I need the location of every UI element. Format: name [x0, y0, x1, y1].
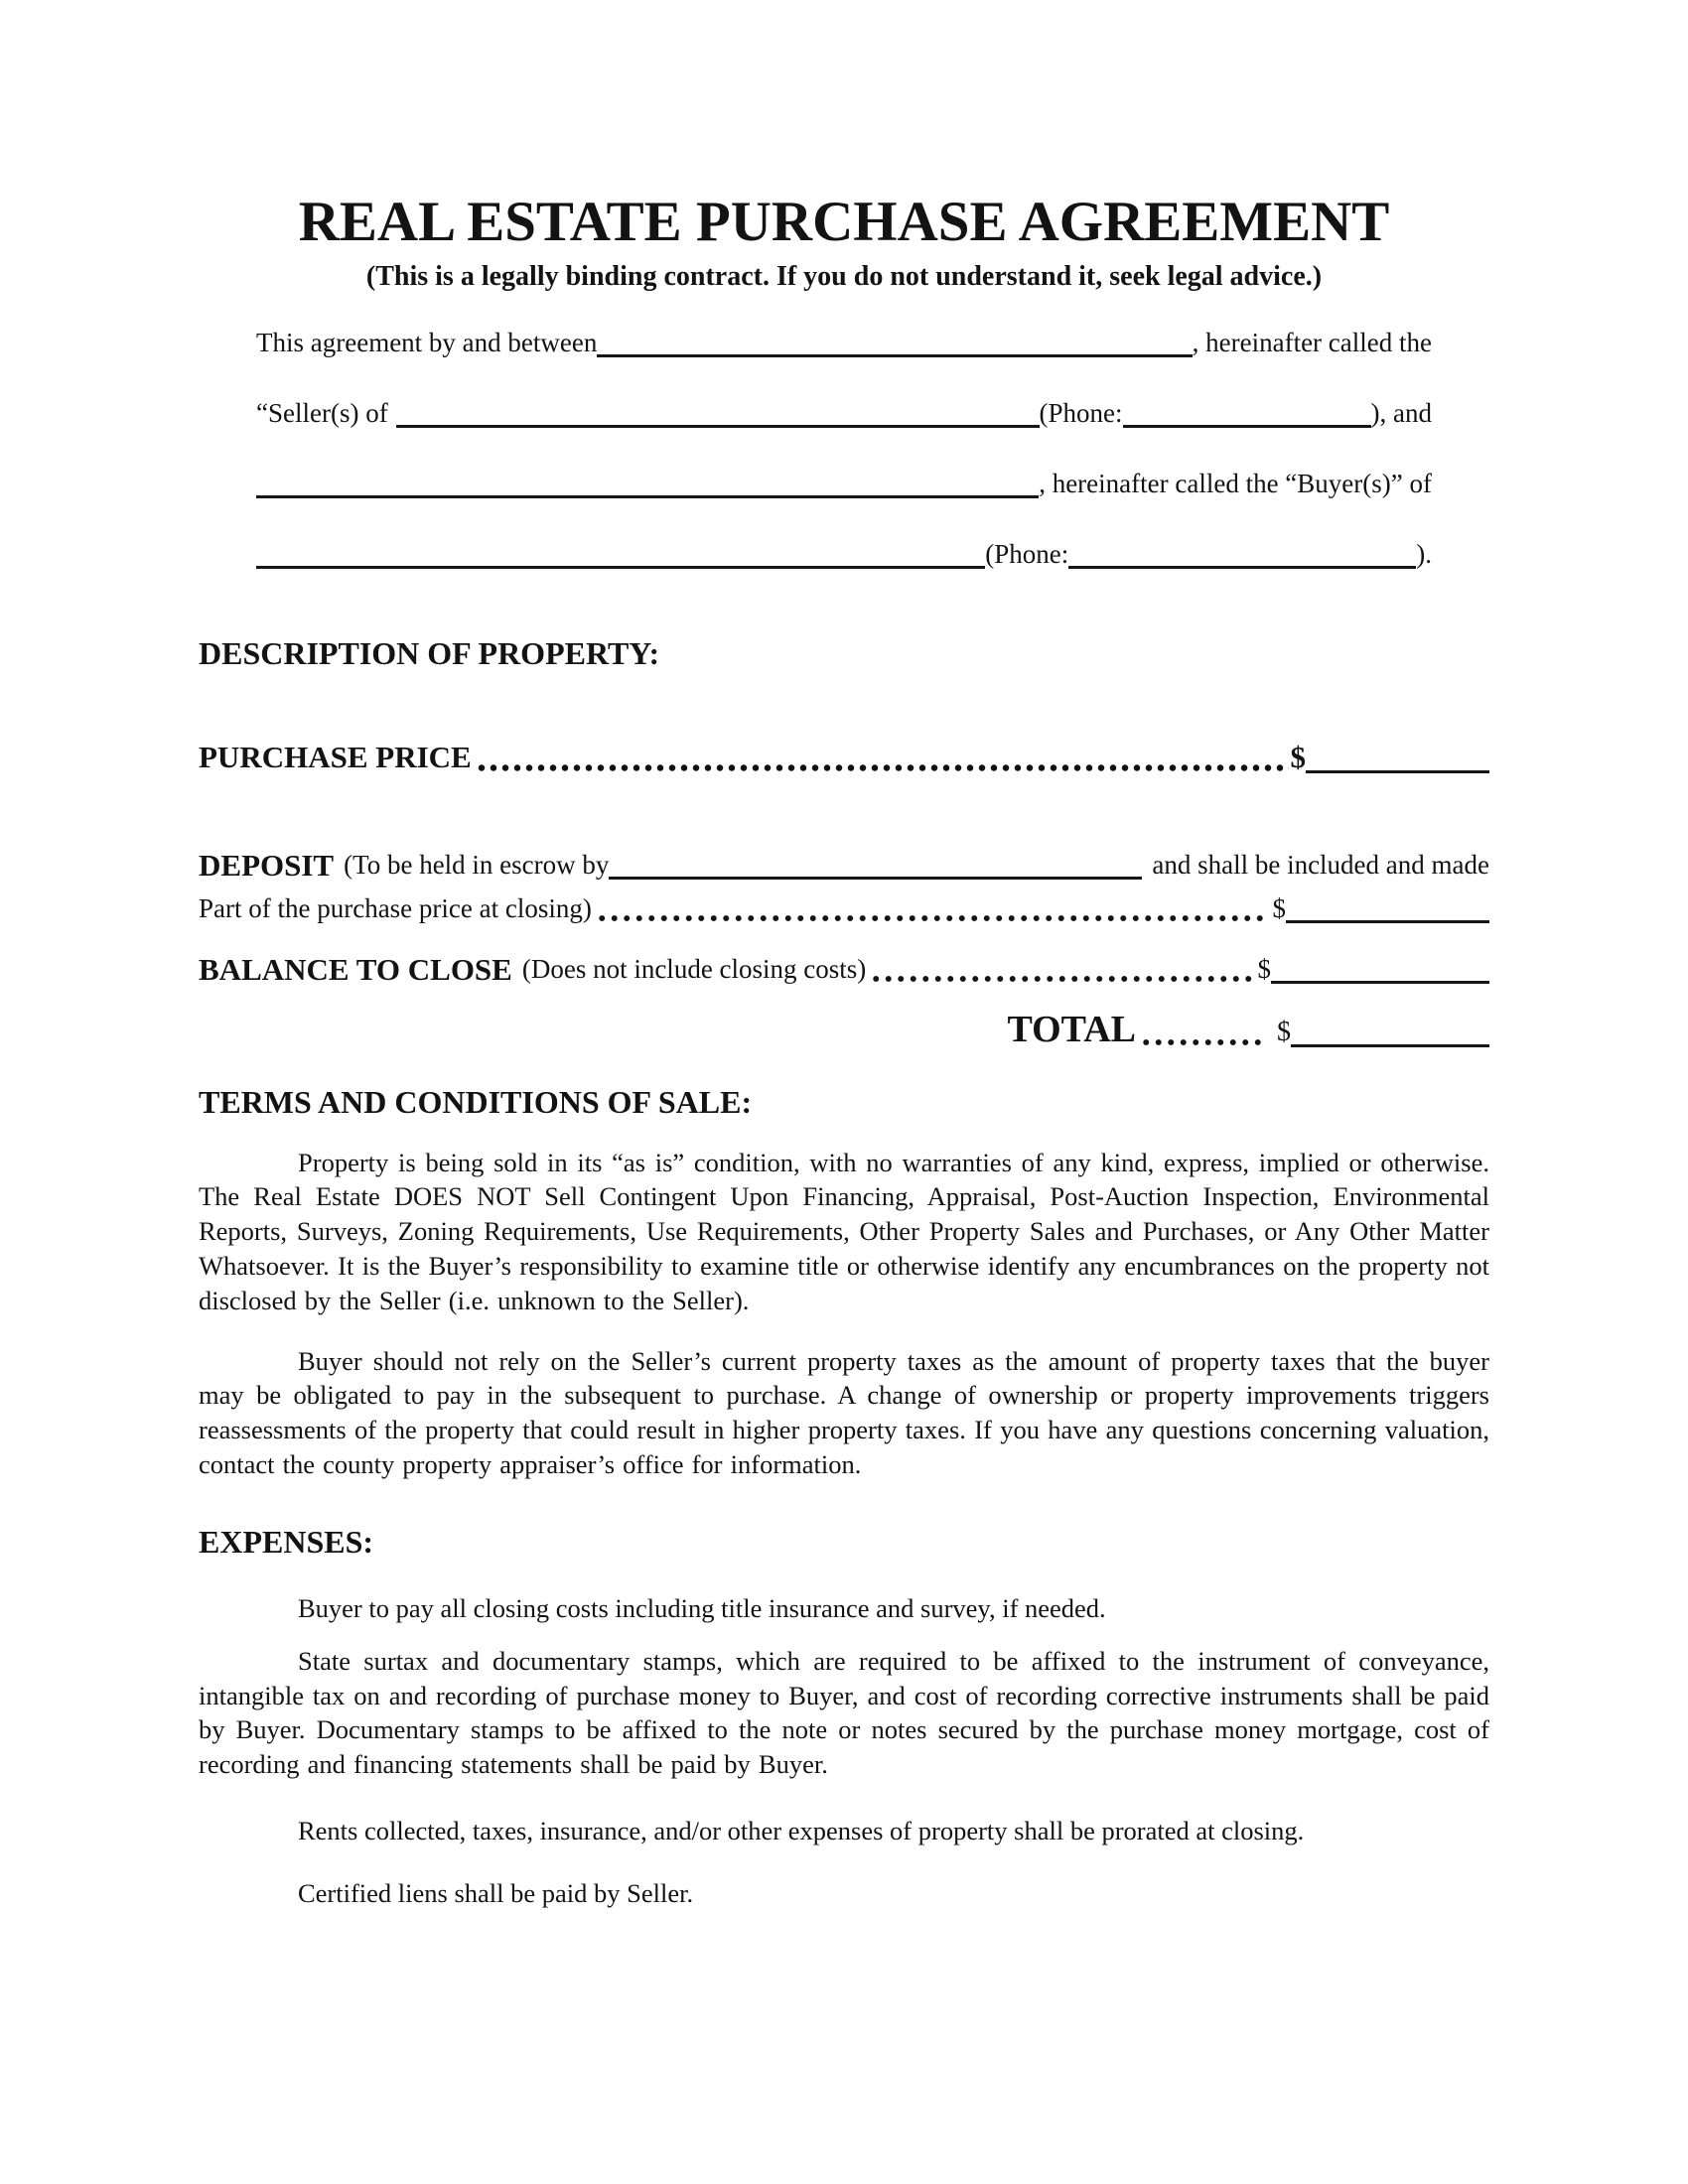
parties-line-1	[256, 329, 1432, 358]
total-dot-leader	[1140, 1037, 1267, 1047]
parties-line-3	[256, 470, 1432, 499]
buyer-phone-suffix-text: ).	[1416, 539, 1432, 570]
escrow-holder-blank	[609, 877, 1142, 880]
deposit-escrow-prefix: (To be held in escrow by	[344, 850, 610, 881]
seller-suffix-text: ), and	[1370, 398, 1432, 429]
expenses-paragraph-4: Certified liens shall be paid by Seller.	[298, 1877, 694, 1908]
between-suffix-text: , hereinafter called the	[1192, 328, 1432, 358]
parties-line-2	[256, 399, 1432, 429]
balance-note: (Does not include closing costs)	[521, 953, 867, 984]
expenses-paragraph-3: Rents collected, taxes, insurance, and/or other expenses of property shall be prorated at closing.	[298, 1815, 1305, 1845]
buyer-phone-blank	[1068, 566, 1416, 569]
deposit-escrow-suffix: and shall be included and made	[1152, 850, 1489, 881]
balance-currency: $	[1257, 953, 1271, 984]
terms-paragraph-1: Property is being sold in its “as is” condition, with no warranties of any kind, express, implied or otherwise. The Real Estate DOES NOT Sell Contingent Upon Financing, Appraisal, Post-Auction Inspection, Environmental Reports, Surveys, Zoning Requirements, Use Requirements, Other Property Sales and Purchases, or Any Other Matter Whatsoever. It is the Buyer’s responsibility to examine title or otherwise identify any encumbrances on the property not disclosed by the Seller (i.e. unknown to the Seller).	[199, 1147, 1489, 1315]
buyer-suffix-text: , hereinafter called the “Buyer(s)” of	[1039, 469, 1432, 499]
seller-address-blank	[396, 425, 1040, 428]
expenses-paragraph-1: Buyer to pay all closing costs including title insurance and survey, if needed.	[298, 1592, 1106, 1623]
purchase-price-row	[199, 741, 1489, 774]
between-prefix-text: This agreement by and between	[256, 328, 598, 358]
seller-prefix-text: “Seller(s) of	[256, 398, 388, 429]
deposit-label: DEPOSIT	[199, 847, 335, 883]
purchase-price-currency: $	[1290, 739, 1306, 774]
total-label: TOTAL	[1007, 1008, 1136, 1050]
balance-dot-leader	[870, 974, 1253, 984]
seller-phone-label: (Phone:	[1039, 398, 1123, 429]
deposit-currency: $	[1272, 892, 1286, 923]
balance-amount-blank	[1271, 981, 1489, 984]
deposit-line-1	[199, 847, 1489, 883]
terms-paragraph-2: Buyer should not rely on the Seller’s current property taxes as the amount of property taxes that the buyer may be obligated to pay in the subsequent to purchase. A change of ownership or property improvements triggers reassessments of the property that could result in higher property taxes. If you have any questions concerning valuation, contact the county property appraiser’s office for information.	[199, 1345, 1489, 1479]
deposit-amount-blank	[1286, 920, 1489, 923]
deposit-line-2	[199, 894, 1489, 924]
balance-label: BALANCE TO CLOSE	[199, 951, 512, 987]
total-currency: $	[1277, 1016, 1291, 1047]
parties-intro-block	[256, 329, 1432, 570]
total-amount-blank	[1291, 1044, 1489, 1047]
deposit-line2-text: Part of the purchase price at closing)	[199, 892, 592, 923]
terms-and-conditions-header: TERMS AND CONDITIONS OF SALE:	[199, 1083, 753, 1120]
deposit-block	[199, 847, 1489, 924]
description-of-property-header: DESCRIPTION OF PROPERTY:	[199, 634, 660, 671]
purchase-price-blank	[1306, 770, 1489, 773]
seller-phone-blank	[1123, 425, 1371, 428]
buyer-address-blank	[256, 566, 985, 569]
expenses-header: EXPENSES:	[199, 1523, 374, 1560]
purchase-price-dot-leader	[476, 762, 1289, 773]
parties-line-4	[256, 540, 1432, 570]
total-row	[199, 1008, 1489, 1050]
page-subtitle: (This is a legally binding contract. If you do not understand it, seek legal advice.)	[365, 261, 1323, 292]
buyer-phone-label: (Phone:	[985, 539, 1069, 570]
page-title: REAL ESTATE PURCHASE AGREEMENT	[298, 191, 1390, 253]
expenses-paragraph-2: State surtax and documentary stamps, which are required to be affixed to the instrument of conveyance, intangible tax on and recording of purchase money to Buyer, and cost of recording corrective instruments shall be paid by Buyer. Documentary stamps to be affixed to the note or notes secured by the purchase money mortgage, cost of recording and financing statements shall be paid by Buyer.	[199, 1645, 1489, 1780]
balance-to-close-row	[199, 951, 1489, 987]
seller-name-blank	[597, 354, 1192, 357]
buyer-name-blank	[256, 495, 1039, 498]
purchase-price-label: PURCHASE PRICE	[199, 739, 472, 774]
deposit-dot-leader	[596, 913, 1269, 923]
